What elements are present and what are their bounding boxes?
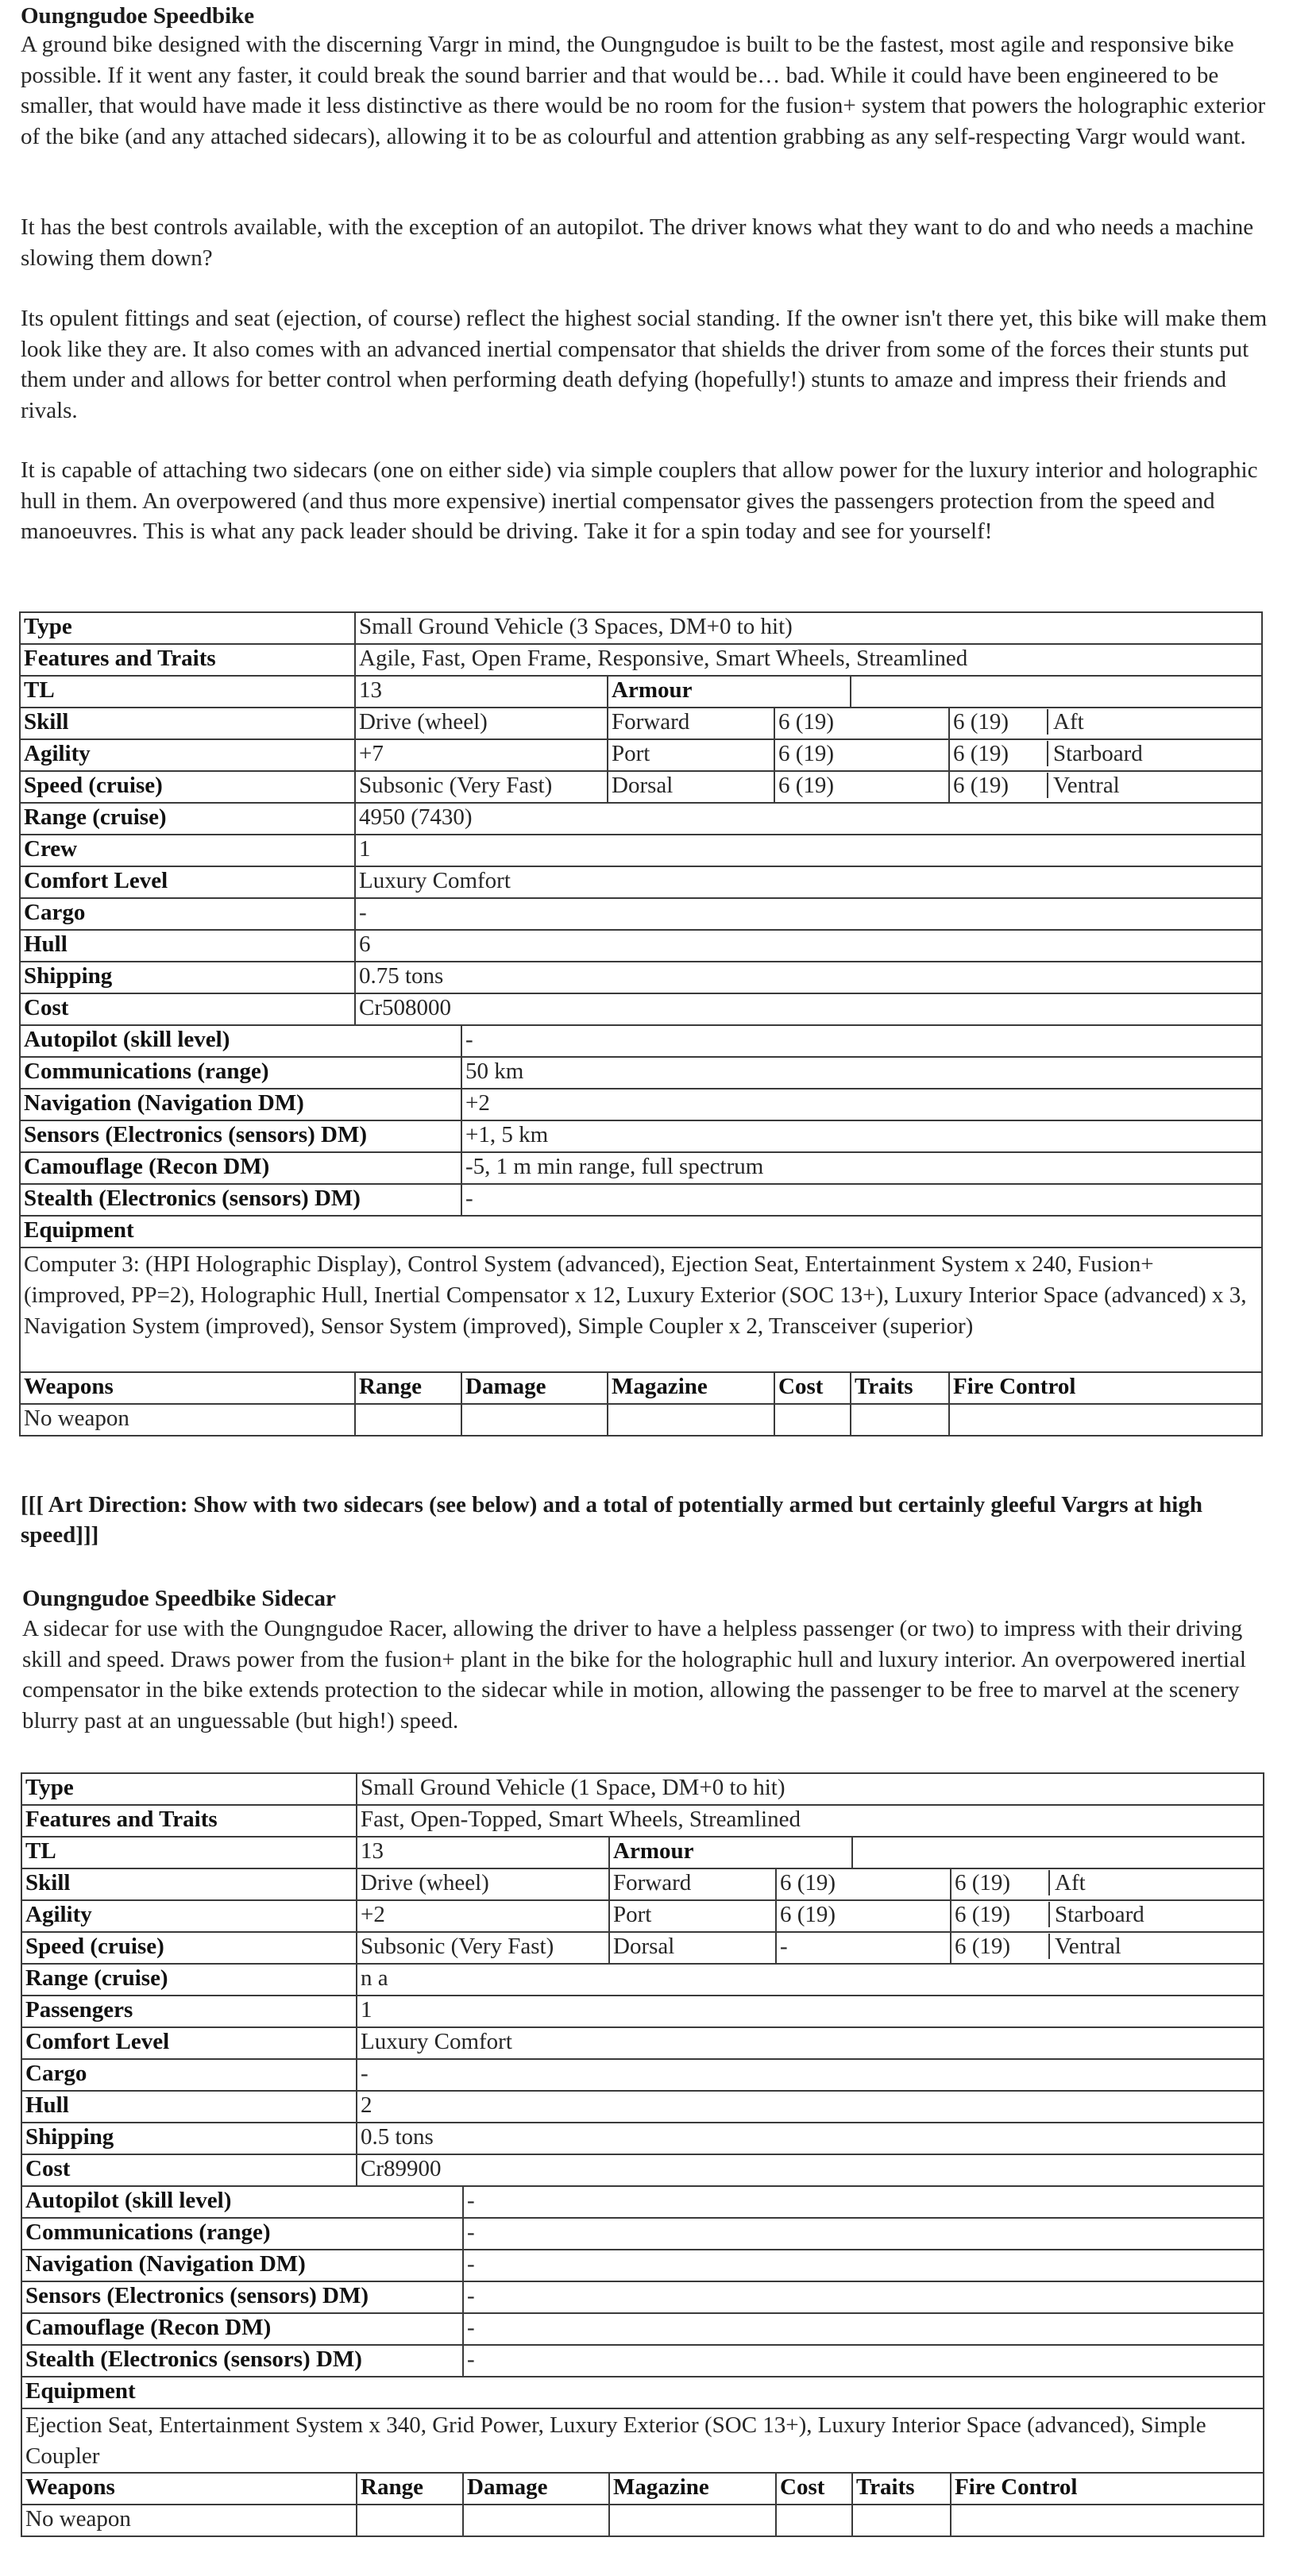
camouflage-value: -	[463, 2313, 1264, 2345]
table-row	[20, 771, 1262, 803]
stealth-label: Stealth (Electronics (sensors) DM)	[20, 1184, 461, 1216]
stealth-value: -	[463, 2345, 1264, 2377]
armour-port-value: 6 (19)	[774, 739, 949, 771]
armour-dorsal-value: 6 (19)	[774, 771, 949, 803]
armour-starboard-label: Starboard	[1047, 741, 1143, 766]
table-row	[20, 1152, 1262, 1184]
cost-label: Cost	[21, 2154, 357, 2186]
stealth-value: -	[461, 1184, 1262, 1216]
table-row	[20, 1248, 1262, 1372]
armour-aft-label: Aft	[1047, 709, 1084, 735]
comms-value: 50 km	[461, 1057, 1262, 1089]
autopilot-value: -	[461, 1025, 1262, 1057]
skill-label: Skill	[20, 708, 355, 739]
range-value: 4950 (7430)	[355, 803, 1262, 835]
armour-ventral-label: Ventral	[1047, 773, 1120, 798]
table-row	[20, 1089, 1262, 1120]
table-row	[20, 898, 1262, 930]
equipment-value: Computer 3: (HPI Holographic Display), Control System (advanced), Ejection Seat, Entertainment System x 240, Fusion+ (improved, PP=2), Holographic Hull, Inertial Compensator x 12, Luxury Exterior (SOC 13+), Luxury Interior Space (advanced) x 3, Navigation System (improved), Sensor System (improved), Simple Coupler x 2, Transceiver (superior)	[20, 1248, 1262, 1372]
sidecar-paragraph: A sidecar for use with the Oungngudoe Racer, allowing the driver to have a helpless passenger (or two) to impress with their driving skill and speed. Draws power from the fusion+ plant in the bike for the holographic hull and luxury interior. An overpowered inertial compensator in the bike extends protection to the sidecar while in motion, allowing the passenger to be free to marvel at the scenery blurry past at an unguessable (but high!) speed.	[22, 1616, 1246, 1733]
armour-forward-label: Forward	[608, 708, 774, 739]
speedbike-paragraph-1: A ground bike designed with the discerning Vargr in mind, the Oungngudoe is built to be the fastest, most agile and responsive bike possible. If it went any faster, it could break the sound barrier and that would be… bad. While it could have been engineered to be smaller, that would have made it less distinctive as there would be no room for the fusion+ system that powers the holographic exterior of the bike (and any attached sidecars), allowing it to be as colourful and attention grabbing as any self-respecting Vargr would want.	[21, 32, 1266, 149]
armour-dorsal-label: Dorsal	[609, 1932, 776, 1964]
traits-header: Traits	[852, 2473, 951, 2505]
sensors-value: -	[463, 2281, 1264, 2313]
armour-forward-label: Forward	[609, 1868, 776, 1900]
shipping-label: Shipping	[20, 962, 355, 993]
navigation-value: -	[463, 2250, 1264, 2281]
sensors-label: Sensors (Electronics (sensors) DM)	[21, 2281, 463, 2313]
agility-label: Agility	[20, 739, 355, 771]
speedbike-paragraph-2: It has the best controls available, with the exception of an autopilot. The driver knows what they want to do and who needs a machine slowing them down?	[21, 214, 1254, 271]
crew-value: 1	[355, 835, 1262, 866]
shipping-label: Shipping	[21, 2123, 357, 2154]
table-row	[20, 866, 1262, 898]
table-row	[20, 676, 1262, 708]
speed-value: Subsonic (Very Fast)	[357, 1932, 609, 1964]
type-label: Type	[20, 612, 355, 644]
table-row	[21, 1868, 1264, 1900]
speed-value: Subsonic (Very Fast)	[355, 771, 608, 803]
sensors-value: +1, 5 km	[461, 1120, 1262, 1152]
speed-label: Speed (cruise)	[21, 1932, 357, 1964]
type-value: Small Ground Vehicle (3 Spaces, DM+0 to hit)	[355, 612, 1262, 644]
table-row	[20, 612, 1262, 644]
magazine-header: Magazine	[609, 2473, 776, 2505]
table-row	[20, 835, 1262, 866]
armour-starboard-cell	[949, 739, 1262, 771]
armour-starboard-cell	[951, 1900, 1264, 1932]
armour-forward-value: 6 (19)	[776, 1868, 951, 1900]
hull-label: Hull	[21, 2091, 357, 2123]
table-row	[21, 1964, 1264, 1996]
traits-header: Traits	[851, 1372, 949, 1404]
range-header: Range	[355, 1372, 461, 1404]
table-row	[21, 2313, 1264, 2345]
agility-value: +7	[355, 739, 608, 771]
comms-label: Communications (range)	[20, 1057, 461, 1089]
armour-starboard-value: 6 (19)	[955, 1902, 1011, 1927]
skill-value: Drive (wheel)	[357, 1868, 609, 1900]
armour-empty-cell	[852, 1837, 1264, 1868]
crew-label: Crew	[20, 835, 355, 866]
cargo-label: Cargo	[20, 898, 355, 930]
armour-aft-label: Aft	[1048, 1870, 1086, 1895]
table-row	[21, 2377, 1264, 2408]
armour-aft-cell	[949, 708, 1262, 739]
cost-header: Cost	[774, 1372, 851, 1404]
autopilot-value: -	[463, 2186, 1264, 2218]
cargo-value: -	[355, 898, 1262, 930]
armour-aft-value: 6 (19)	[953, 709, 1009, 735]
armour-port-value: 6 (19)	[776, 1900, 951, 1932]
table-row	[20, 1025, 1262, 1057]
navigation-label: Navigation (Navigation DM)	[21, 2250, 463, 2281]
table-row	[21, 2345, 1264, 2377]
shipping-value: 0.75 tons	[355, 962, 1262, 993]
camouflage-label: Camouflage (Recon DM)	[20, 1152, 461, 1184]
armour-ventral-value: 6 (19)	[955, 1934, 1011, 1959]
table-row	[21, 1805, 1264, 1837]
damage-header: Damage	[461, 1372, 608, 1404]
armour-label: Armour	[609, 1837, 852, 1868]
table-row	[20, 803, 1262, 835]
features-value: Agile, Fast, Open Frame, Responsive, Smart Wheels, Streamlined	[355, 644, 1262, 676]
speedbike-paragraph-3: Its opulent fittings and seat (ejection, of course) reflect the highest social standing. If the owner isn't there yet, this bike will make them look like they are. It also comes with an advanced inertial compensator that shields the driver from some of the forces their stunts put them under and allows for better control when performing death defying (hopefully!) stunts to amaze and impress their friends and rivals.	[21, 306, 1268, 423]
table-row	[21, 2473, 1264, 2505]
armour-port-label: Port	[609, 1900, 776, 1932]
range-label: Range (cruise)	[21, 1964, 357, 1996]
speed-label: Speed (cruise)	[20, 771, 355, 803]
table-row	[21, 2091, 1264, 2123]
type-value: Small Ground Vehicle (1 Space, DM+0 to hit)	[357, 1773, 1264, 1805]
armour-aft-cell	[951, 1868, 1264, 1900]
table-row	[21, 2250, 1264, 2281]
table-row	[20, 930, 1262, 962]
cargo-label: Cargo	[21, 2059, 357, 2091]
table-row	[20, 1120, 1262, 1152]
skill-label: Skill	[21, 1868, 357, 1900]
table-row	[20, 1216, 1262, 1248]
table-row	[20, 739, 1262, 771]
stealth-label: Stealth (Electronics (sensors) DM)	[21, 2345, 463, 2377]
camouflage-value: -5, 1 m min range, full spectrum	[461, 1152, 1262, 1184]
sidecar-title: Oungngudoe Speedbike Sidecar	[22, 1586, 336, 1611]
table-row	[21, 2281, 1264, 2313]
navigation-value: +2	[461, 1089, 1262, 1120]
comms-label: Communications (range)	[21, 2218, 463, 2250]
comfort-label: Comfort Level	[20, 866, 355, 898]
armour-dorsal-value: -	[776, 1932, 951, 1964]
table-row	[21, 2123, 1264, 2154]
cost-label: Cost	[20, 993, 355, 1025]
damage-header: Damage	[463, 2473, 609, 2505]
comfort-label: Comfort Level	[21, 2027, 357, 2059]
armour-forward-value: 6 (19)	[774, 708, 949, 739]
armour-ventral-cell	[949, 771, 1262, 803]
table-row	[20, 1404, 1262, 1436]
fire-control-header: Fire Control	[949, 1372, 1262, 1404]
weapons-header: Weapons	[20, 1372, 355, 1404]
armour-starboard-label: Starboard	[1048, 1902, 1144, 1927]
armour-ventral-label: Ventral	[1048, 1934, 1121, 1959]
range-header: Range	[357, 2473, 463, 2505]
armour-dorsal-label: Dorsal	[608, 771, 774, 803]
table-row	[21, 1837, 1264, 1868]
cargo-value: -	[357, 2059, 1264, 2091]
features-label: Features and Traits	[21, 1805, 357, 1837]
hull-value: 6	[355, 930, 1262, 962]
range-value: n a	[357, 1964, 1264, 1996]
agility-value: +2	[357, 1900, 609, 1932]
armour-label: Armour	[608, 676, 851, 708]
table-row	[21, 2059, 1264, 2091]
armour-port-label: Port	[608, 739, 774, 771]
weapons-header: Weapons	[21, 2473, 357, 2505]
table-row	[21, 1773, 1264, 1805]
table-row	[20, 1057, 1262, 1089]
no-weapon-cell: No weapon	[21, 2505, 357, 2536]
speedbike-title: Oungngudoe Speedbike	[21, 3, 255, 29]
shipping-value: 0.5 tons	[357, 2123, 1264, 2154]
autopilot-label: Autopilot (skill level)	[21, 2186, 463, 2218]
range-label: Range (cruise)	[20, 803, 355, 835]
tl-label: TL	[20, 676, 355, 708]
table-row	[20, 644, 1262, 676]
art-direction-note: [[[ Art Direction: Show with two sidecars (see below) and a total of potentially armed but certainly gleeful Vargrs at high speed]]]	[21, 1492, 1202, 1548]
hull-label: Hull	[20, 930, 355, 962]
speedbike-paragraph-4: It is capable of attaching two sidecars (one on either side) via simple couplers that allow power for the luxury interior and holographic hull in them. An overpowered (and thus more expensive) inertial compensator gives the passengers protection from the speed and manoeuvres. This is what any pack leader should be driving. Take it for a spin today and see for yourself!	[21, 457, 1258, 544]
autopilot-label: Autopilot (skill level)	[20, 1025, 461, 1057]
table-row	[20, 708, 1262, 739]
armour-empty-cell	[851, 676, 1262, 708]
table-row	[20, 962, 1262, 993]
table-row	[21, 2218, 1264, 2250]
cost-value: Cr89900	[357, 2154, 1264, 2186]
tl-value: 13	[357, 1837, 609, 1868]
table-row	[21, 2505, 1264, 2536]
armour-ventral-value: 6 (19)	[953, 773, 1009, 798]
table-row	[21, 1996, 1264, 2027]
fire-control-header: Fire Control	[951, 2473, 1264, 2505]
hull-value: 2	[357, 2091, 1264, 2123]
passengers-value: 1	[357, 1996, 1264, 2027]
speedbike-stats-table	[19, 611, 1263, 1436]
armour-starboard-value: 6 (19)	[953, 741, 1009, 766]
table-row	[21, 2154, 1264, 2186]
camouflage-label: Camouflage (Recon DM)	[21, 2313, 463, 2345]
sidecar-stats-table	[21, 1772, 1264, 2537]
equipment-label: Equipment	[21, 2377, 1264, 2408]
cost-value: Cr508000	[355, 993, 1262, 1025]
armour-aft-value: 6 (19)	[955, 1870, 1011, 1895]
comms-value: -	[463, 2218, 1264, 2250]
table-row	[20, 993, 1262, 1025]
features-value: Fast, Open-Topped, Smart Wheels, Streamlined	[357, 1805, 1264, 1837]
no-weapon-cell: No weapon	[20, 1404, 355, 1436]
comfort-value: Luxury Comfort	[357, 2027, 1264, 2059]
tl-value: 13	[355, 676, 608, 708]
table-row	[21, 1900, 1264, 1932]
table-row	[21, 1932, 1264, 1964]
table-row	[21, 2027, 1264, 2059]
skill-value: Drive (wheel)	[355, 708, 608, 739]
equipment-value: Ejection Seat, Entertainment System x 340, Grid Power, Luxury Exterior (SOC 13+), Luxury Interior Space (advanced), Simple Coupler	[21, 2408, 1264, 2473]
cost-header: Cost	[776, 2473, 852, 2505]
table-row	[21, 2186, 1264, 2218]
table-row	[20, 1184, 1262, 1216]
features-label: Features and Traits	[20, 644, 355, 676]
table-row	[20, 1372, 1262, 1404]
table-row	[21, 2408, 1264, 2473]
navigation-label: Navigation (Navigation DM)	[20, 1089, 461, 1120]
sensors-label: Sensors (Electronics (sensors) DM)	[20, 1120, 461, 1152]
comfort-value: Luxury Comfort	[355, 866, 1262, 898]
tl-label: TL	[21, 1837, 357, 1868]
equipment-label: Equipment	[20, 1216, 1262, 1248]
agility-label: Agility	[21, 1900, 357, 1932]
armour-ventral-cell	[951, 1932, 1264, 1964]
type-label: Type	[21, 1773, 357, 1805]
magazine-header: Magazine	[608, 1372, 774, 1404]
passengers-label: Passengers	[21, 1996, 357, 2027]
